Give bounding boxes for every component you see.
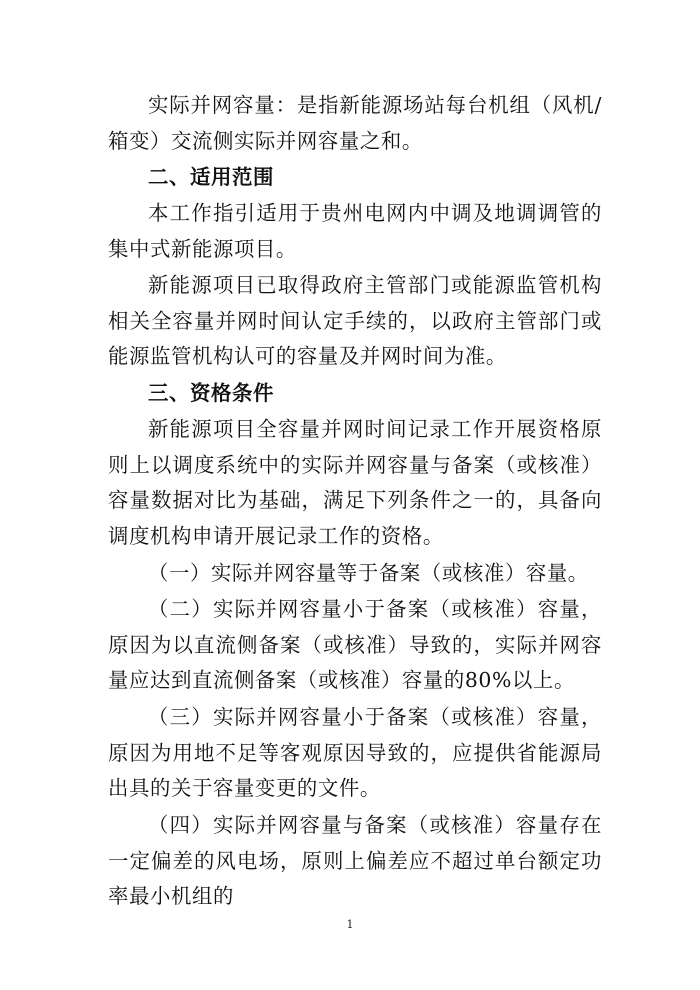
paragraph-scope: 本工作指引适用于贵州电网内中调及地调调管的集中式新能源项目。 <box>108 201 602 261</box>
condition-item-2: （二）实际并网容量小于备案（或核准）容量，原因为以直流侧备案（或核准）导致的，实际并网容量应达到直流侧备案（或核准）容量的80%以上。 <box>108 597 602 692</box>
condition-item-3: （三）实际并网容量小于备案（或核准）容量，原因为用地不足等客观原因导致的，应提供省能源局出具的关于容量变更的文件。 <box>108 705 602 800</box>
section-heading-eligibility: 三、资格条件 <box>148 381 274 405</box>
paragraph-government-recognition: 新能源项目已取得政府主管部门或能源监管机构相关全容量并网时间认定手续的，以政府主管部门或能源监管机构认可的容量及并网时间为准。 <box>108 273 602 368</box>
page-number: 1 <box>346 918 354 931</box>
paragraph-actual-capacity-definition: 实际并网容量：是指新能源场站每台机组（风机/箱变）交流侧实际并网容量之和。 <box>108 93 602 153</box>
section-heading-scope: 二、适用范围 <box>148 165 274 189</box>
condition-item-1: （一）实际并网容量等于备案（或核准）容量。 <box>148 561 589 585</box>
paragraph-eligibility-intro: 新能源项目全容量并网时间记录工作开展资格原则上以调度系统中的实际并网容量与备案（或核准）容量数据对比为基础，满足下列条件之一的，具备向调度机构申请开展记录工作的资格。 <box>108 417 602 548</box>
condition-item-4: （四）实际并网容量与备案（或核准）容量存在一定偏差的风电场，原则上偏差应不超过单台额定功率最小机组的 <box>108 813 602 908</box>
